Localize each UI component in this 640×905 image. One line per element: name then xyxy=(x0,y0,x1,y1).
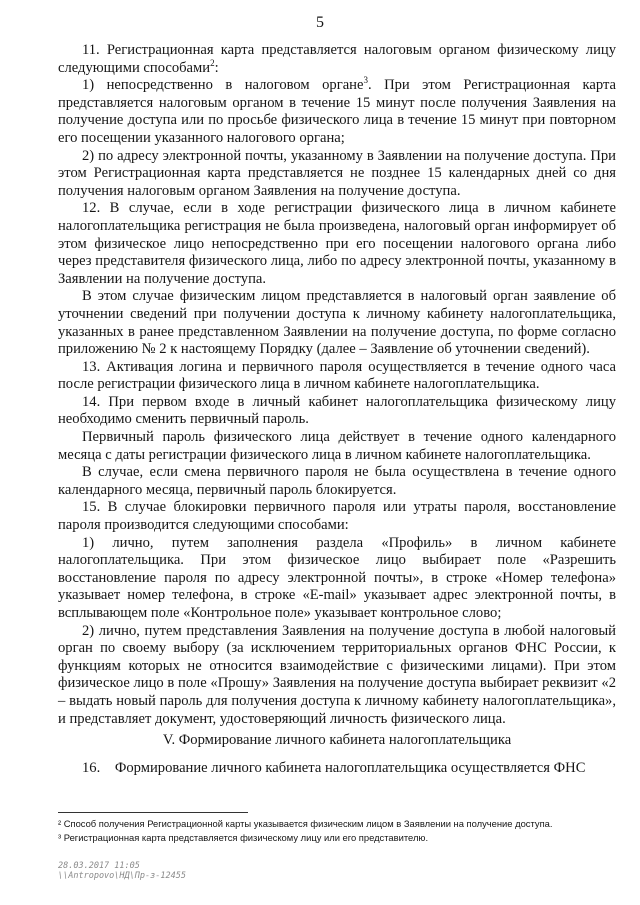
footnote-3: ³ Регистрационная карта представляется физическому лицу или его представителю. xyxy=(58,832,429,843)
paragraph-15: 15. В случае блокировки первичного пароля или утраты пароля, восстановление пароля производится следующими способами: xyxy=(58,499,616,534)
paragraph-12-cont: В этом случае физическим лицом представляется в налоговый орган заявление об уточнении сведений при получении доступа к личному кабинету налогоплательщика, указанных в ранее представленном Заявлении на получение доступа, по форме согласно приложению № 2 к настоящему Порядку (далее – Заявление об уточнении сведений). xyxy=(58,288,616,358)
paragraph-12: 12. В случае, если в ходе регистрации физического лица в личном кабинете налогоплательщика регистрация не была произведена, налоговый орган информирует об этом физическое лицо непосредственно при его посещении налогового органа либо через представителя физического лица, либо по адресу электронной почты, указанному в Заявлении на получение доступа. xyxy=(58,200,616,287)
paragraph-15-item-1: 1) лично, путем заполнения раздела «Профиль» в личном кабинете налогоплательщика. При этом физическое лицо выбирает поле «Разрешить восстановление пароля по адресу электронной почты», в строке «Номер телефона» указывает номер телефона, в строке «E-mail» указывает адрес электронной почты, в всплывающем поле «Контрольное поле» указывает контрольное слово; xyxy=(58,534,616,621)
paragraph-11-item-2: 2) по адресу электронной почты, указанному в Заявлении на получение доступа. При этом Регистрационная карта представляется не позднее 15 календарных дней со дня получения налоговым органом Заявления на получение доступа. xyxy=(58,147,616,199)
footnote-separator xyxy=(58,812,248,813)
paragraph-14: 14. При первом входе в личный кабинет налогоплательщика физическому лицу необходимо сменить первичный пароль. xyxy=(58,393,616,428)
paragraph-16: 16. Формирование личного кабинета налогоплательщика осуществляется ФНС xyxy=(82,759,586,776)
footnote-2: ² Способ получения Регистрационной карты указывается физическим лицом в Заявлении на получение доступа. xyxy=(58,818,553,829)
paragraph-11: 11. Регистрационная карта представляется налоговым органом физическому лицу следующими способами$^2$: xyxy=(58,42,616,76)
footnote-ref-2: 2 xyxy=(210,57,215,68)
section-heading: V. Формирование личного кабинета налогоплательщика xyxy=(162,732,512,749)
paragraph-13: 13. Активация логина и первичного пароля осуществляется в течение одного часа после регистрации физического лица в личном кабинете налогоплательщика. xyxy=(58,358,616,393)
paragraph-15-item-2: 2) лично, путем представления Заявления на получение доступа в любой налоговый орган по своему выбору (за исключением территориальных органов ФНС России, к функциям которых не относится взаимодействие с физическими лицами). При этом физическое лицо в поле «Прошу» Заявления на получение доступа выбирает реквизит «2 – выдать новый пароль для получения доступа к личному кабинету налогоплательщика», и представляет документ, удостоверяющий личность физического лица. xyxy=(58,622,616,727)
stamp-path: \\Antropovo\НД\Пр-з-12455 xyxy=(58,871,186,881)
stamp-date: 28.03.2017 11:05 xyxy=(58,861,140,871)
print-stamp xyxy=(58,861,186,881)
paragraph-14-cont-1: Первичный пароль физического лица действует в течение одного календарного месяца с даты регистрации физического лица в личном кабинете налогоплательщика. xyxy=(58,429,616,463)
document-body xyxy=(58,42,616,777)
paragraph-14-cont-2: В случае, если смена первичного пароля не была осуществлена в течение одного календарного месяца, первичный пароль блокируется. xyxy=(58,464,616,498)
paragraph-11-item-1: 1) непосредственно в налоговом органе$^3$. При этом Регистрационная карта представляется налоговым органом в течение 15 минут после получения Заявления на получение доступа или по просьбе физического лица в течение 15 минут при повторном его посещении указанного налогового органа; xyxy=(58,75,616,146)
page-number: 5 xyxy=(316,14,324,31)
footnote-ref-3: 3 xyxy=(363,75,368,86)
